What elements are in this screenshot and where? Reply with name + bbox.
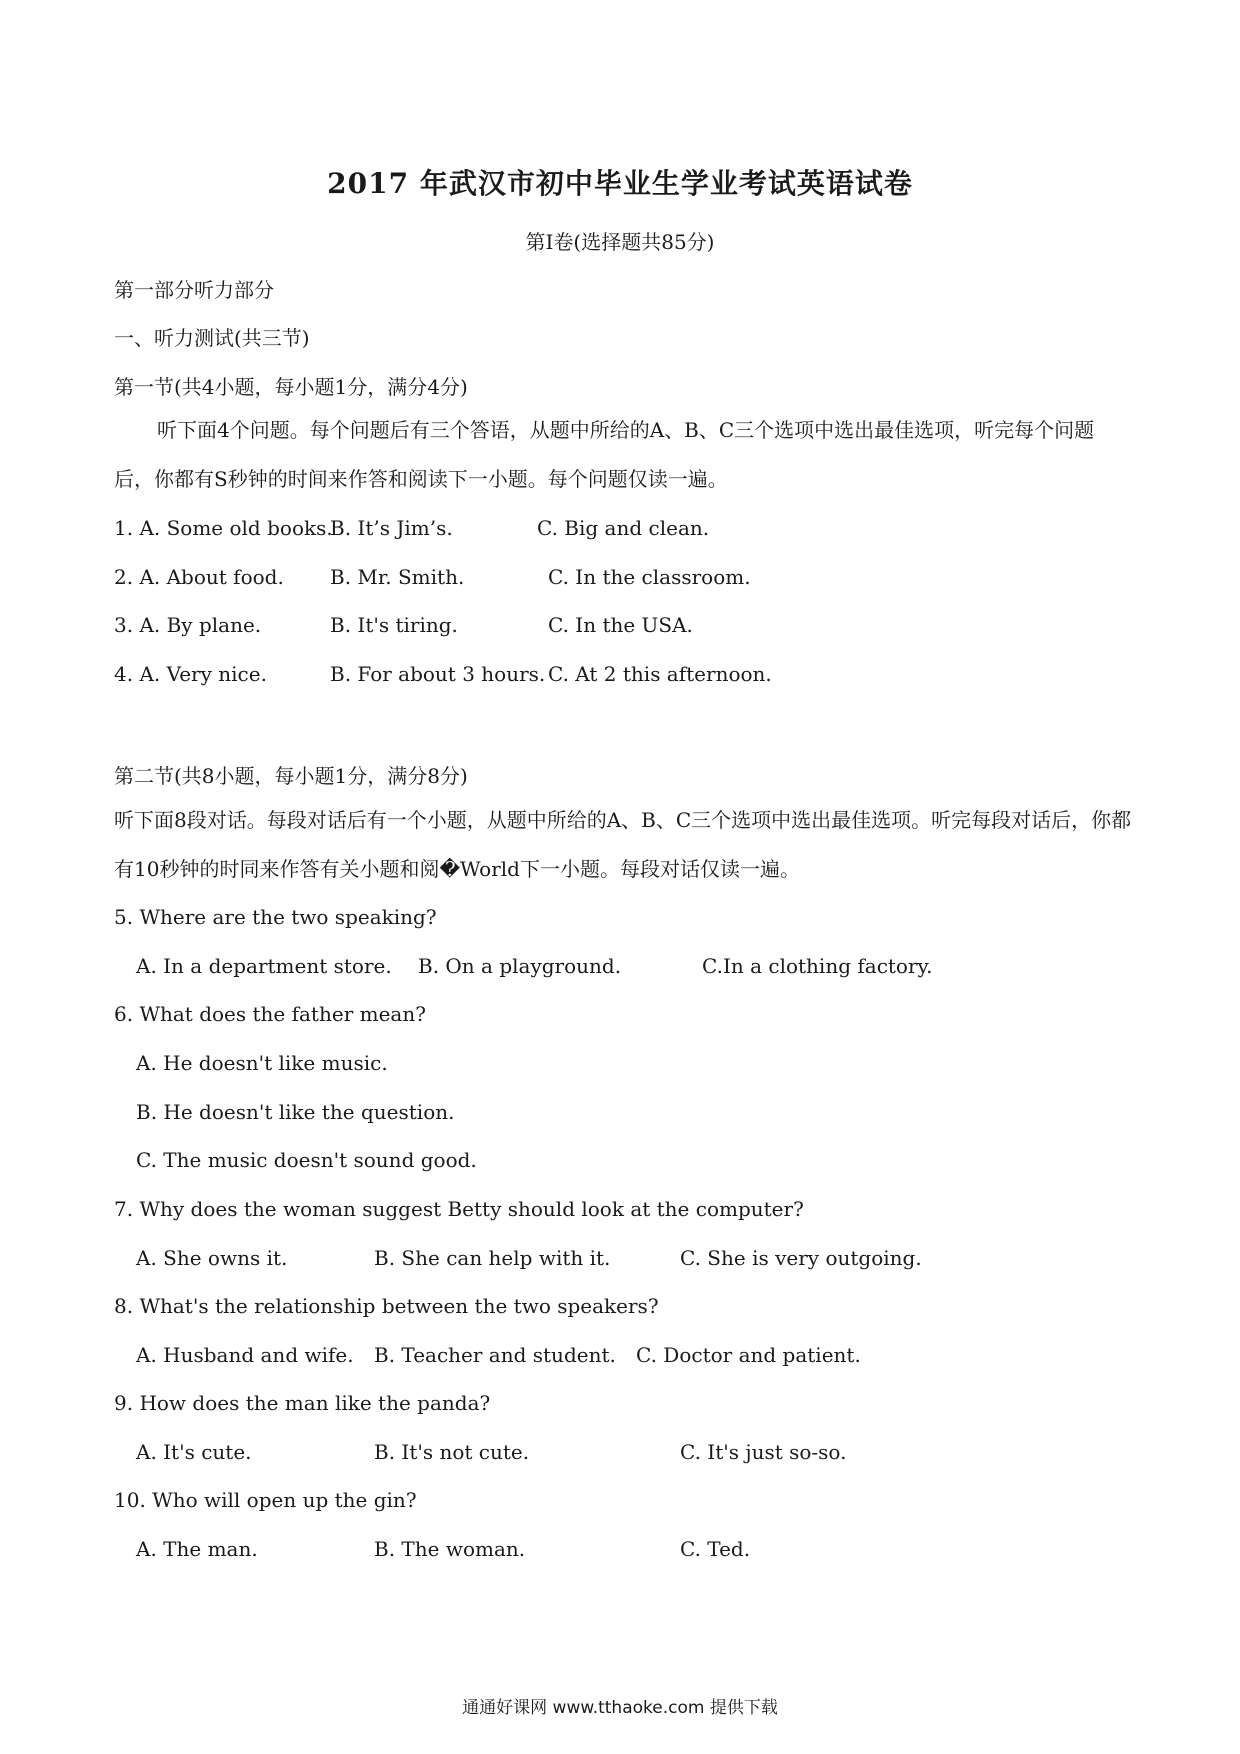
q6-question: 6. What does the father mean?	[114, 1002, 426, 1026]
section2-instructions: 听下面8段对话。每段对话后有一个小题，从题中所给的A、B、C三个选项中选出最佳选项。听完每段对话后，你都有10秒钟的时同来作答有关小题和阅�World下一小题。每段对话仅读一遍。	[114, 808, 1132, 881]
q6-option-c: C. The music doesn't sound good.	[136, 1148, 477, 1172]
q7-question: 7. Why does the woman suggest Betty should look at the computer?	[114, 1197, 804, 1221]
q4-option-c: C. At 2 this afternoon.	[548, 662, 772, 686]
q8-option-a: A. Husband and wife.	[136, 1343, 354, 1367]
q6-option-b: B. He doesn't like the question.	[136, 1100, 455, 1124]
q2-option-b: B. Mr. Smith.	[330, 565, 465, 589]
q1-option-b: B. It’s Jim’s.	[330, 516, 453, 540]
q9-question: 9. How does the man like the panda?	[114, 1391, 491, 1415]
listening-heading: 一、听力测试(共三节)	[114, 326, 310, 350]
q3-option-c: C. In the USA.	[548, 613, 693, 637]
part-heading: 第一部分听力部分	[114, 278, 274, 302]
q1-option-a: 1. A. Some old books.	[114, 516, 333, 540]
q8-option-b: B. Teacher and student.	[374, 1343, 616, 1367]
page-subtitle: 第I卷(选择题共85分)	[525, 230, 715, 254]
q2-option-a: 2. A. About food.	[114, 565, 284, 589]
q1-option-c: C. Big and clean.	[537, 516, 710, 540]
q4-option-a: 4. A. Very nice.	[114, 662, 267, 686]
q2-option-c: C. In the classroom.	[548, 565, 751, 589]
q3-option-a: 3. A. By plane.	[114, 613, 262, 637]
q9-option-c: C. It's just so-so.	[680, 1440, 847, 1464]
section2-heading: 第二节(共8小题，每小题1分，满分8分)	[114, 764, 468, 788]
q5-option-b: B. On a playground.	[418, 954, 622, 978]
q10-option-c: C. Ted.	[680, 1537, 751, 1561]
q10-option-b: B. The woman.	[374, 1537, 526, 1561]
q9-option-a: A. It's cute.	[136, 1440, 252, 1464]
q8-question: 8. What's the relationship between the two speakers?	[114, 1294, 659, 1318]
section1-heading: 第一节(共4小题，每小题1分，满分4分)	[114, 375, 468, 399]
q7-option-b: B. She can help with it.	[374, 1246, 611, 1270]
q10-option-a: A. The man.	[136, 1537, 258, 1561]
q8-option-c: C. Doctor and patient.	[636, 1343, 861, 1367]
q10-question: 10. Who will open up the gin?	[114, 1488, 417, 1512]
page-title: 2017 年武汉市初中毕业生学业考试英语试卷	[327, 167, 913, 200]
q5-option-a: A. In a department store.	[136, 954, 392, 978]
q6-option-a: A. He doesn't like music.	[136, 1051, 388, 1075]
q5-question: 5. Where are the two speaking?	[114, 905, 437, 929]
q3-option-b: B. It's tiring.	[330, 613, 458, 637]
page-footer: 通通好课网 www.tthaoke.com 提供下载	[462, 1698, 778, 1718]
section1-instructions: 听下面4个问题。每个问题后有三个答语，从题中所给的A、B、C三个选项中选出最佳选项，听完每个问题后，你都有S秒钟的时间来作答和阅读下一小题。每个问题仅读一遍。	[114, 418, 1095, 491]
q7-option-c: C. She is very outgoing.	[680, 1246, 922, 1270]
q5-option-c: C.In a clothing factory.	[702, 954, 933, 978]
q9-option-b: B. It's not cute.	[374, 1440, 530, 1464]
q7-option-a: A. She owns it.	[136, 1246, 288, 1270]
q4-option-b: B. For about 3 hours.	[330, 662, 546, 686]
